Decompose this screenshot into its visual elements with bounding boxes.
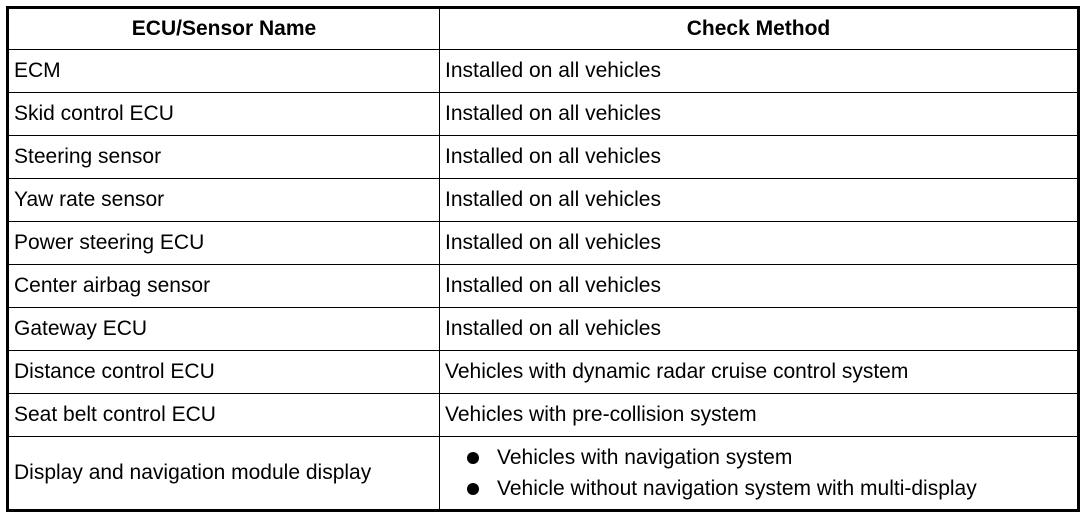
list-item-text: Vehicles with navigation system [497,446,793,469]
table-row [8,265,1079,308]
cell-check-method: Installed on all vehicles [440,308,1079,351]
table-row [8,308,1079,351]
cell-check-method: Installed on all vehicles [440,93,1079,136]
table-row [8,437,1079,511]
cell-check-method-list [440,437,1079,511]
cell-ecu-name: Display and navigation module display [8,437,440,511]
cell-ecu-name: Gateway ECU [8,308,440,351]
cell-check-method: Installed on all vehicles [440,50,1079,93]
table-row [8,50,1079,93]
cell-ecu-name: Skid control ECU [8,93,440,136]
cell-check-method: Installed on all vehicles [440,265,1079,308]
cell-check-method: Vehicles with pre-collision system [440,394,1079,437]
ecu-sensor-table [6,6,1080,512]
table-row [8,179,1079,222]
check-method-bullet-list [445,442,1077,504]
cell-check-method: Vehicles with dynamic radar cruise control system [440,351,1079,394]
cell-check-method: Installed on all vehicles [440,136,1079,179]
table-header-row [8,8,1079,50]
cell-ecu-name: Center airbag sensor [8,265,440,308]
header-ecu-sensor-name: ECU/Sensor Name [8,8,440,50]
cell-ecu-name: Seat belt control ECU [8,394,440,437]
list-item [463,442,1077,473]
table-row [8,222,1079,265]
cell-ecu-name: ECM [8,50,440,93]
bullet-dot-icon [467,483,479,495]
cell-check-method: Installed on all vehicles [440,222,1079,265]
bullet-dot-icon [467,452,479,464]
table-row [8,394,1079,437]
cell-ecu-name: Power steering ECU [8,222,440,265]
cell-ecu-name: Distance control ECU [8,351,440,394]
cell-check-method: Installed on all vehicles [440,179,1079,222]
table-row [8,136,1079,179]
table-row [8,93,1079,136]
list-item [463,473,1077,504]
table-row [8,351,1079,394]
cell-ecu-name: Steering sensor [8,136,440,179]
list-item-text: Vehicle without navigation system with multi-display [497,477,977,500]
header-check-method: Check Method [440,8,1079,50]
cell-ecu-name: Yaw rate sensor [8,179,440,222]
